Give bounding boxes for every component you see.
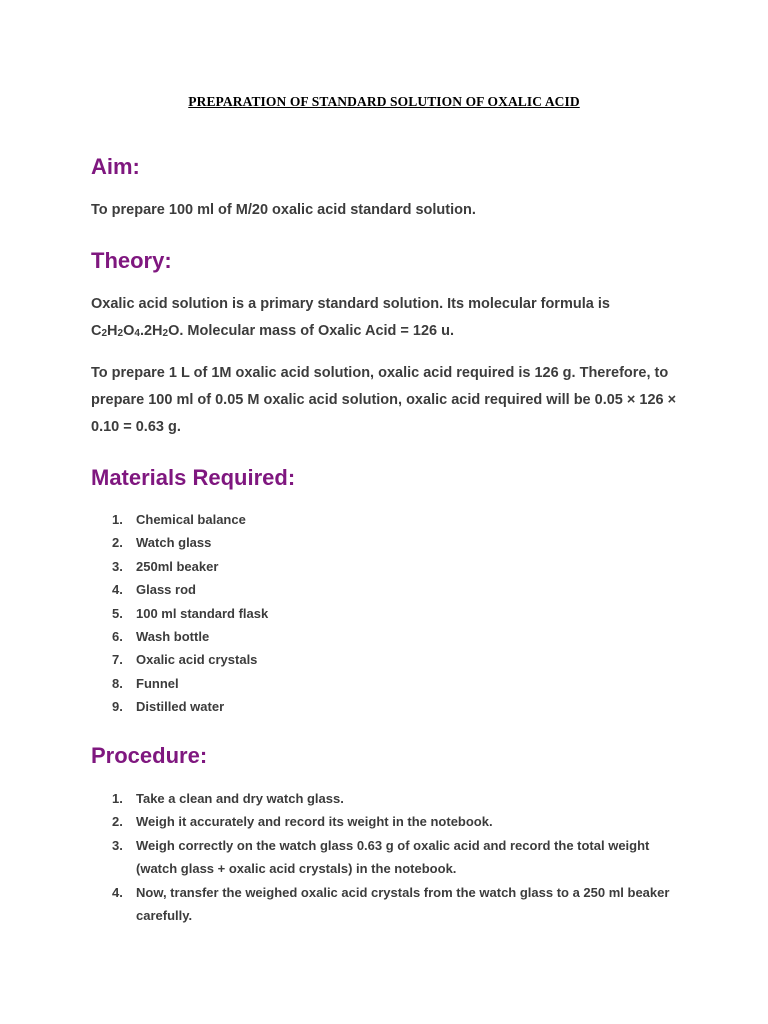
document-title: PREPARATION OF STANDARD SOLUTION OF OXALIC ACID [188, 94, 580, 109]
material-item [104, 578, 684, 601]
materials-list [104, 508, 684, 719]
material-item [104, 508, 684, 531]
list-item-text: Take a clean and dry watch glass. [136, 791, 344, 806]
material-item [104, 625, 684, 648]
list-item-text: Glass rod [136, 582, 196, 598]
list-item-number: 4. [112, 582, 123, 598]
material-item [104, 555, 684, 578]
material-item [104, 695, 684, 718]
list-item-text: Distilled water [136, 699, 225, 715]
list-item-number: 6. [112, 629, 123, 645]
list-item-number: 4. [112, 884, 123, 900]
molecular-formula: $C_2H_2O_4.2H_2O$ [91, 323, 180, 339]
procedure-heading: Procedure: [91, 743, 208, 768]
list-item-number: 1. [112, 512, 123, 527]
list-item-text: Watch glass [136, 535, 212, 551]
theory-p1-before: Oxalic acid solution is a primary standard solution. Its molecular formula is [91, 296, 610, 312]
list-item-text: Wash bottle [136, 629, 210, 645]
materials-heading: Materials Required: [91, 465, 296, 490]
theory-heading: Theory: [91, 248, 172, 273]
list-item-number: 1. [112, 791, 123, 806]
list-item-text: Chemical balance [136, 512, 246, 527]
list-item-number: 8. [112, 675, 123, 691]
list-item-text: Weigh it accurately and record its weight in the notebook. [136, 814, 493, 830]
list-item-text: Weigh correctly on the watch glass 0.63 g of oxalic acid and record the total weight (watch glass + oxalic acid crystals) in the notebook. [136, 837, 650, 877]
list-item-number: 3. [112, 558, 123, 574]
material-item [104, 672, 684, 695]
procedure-step [104, 787, 684, 810]
procedure-step [104, 834, 684, 881]
material-item [104, 531, 684, 554]
list-item-text: 250ml beaker [136, 558, 219, 574]
procedure-list [104, 787, 684, 927]
list-item-text: Oxalic acid crystals [136, 652, 258, 668]
procedure-step [104, 881, 684, 928]
list-item-text: Funnel [136, 675, 179, 691]
aim-text: To prepare 100 ml of M/20 oxalic acid standard solution. [91, 202, 476, 218]
procedure-step [104, 810, 684, 833]
theory-p1-after: . Molecular mass of Oxalic Acid = 126 u. [179, 323, 455, 339]
list-item-number: 7. [112, 652, 123, 668]
list-item-number: 2. [112, 814, 123, 830]
theory-paragraph-2: To prepare 1 L of 1M oxalic acid solution, oxalic acid required is 126 g. Therefore, to prepare 100 ml of 0.05 M oxalic acid solution, oxalic acid required will be 0.05 × 126 × 0.10 = 0.63 g. [91, 365, 677, 435]
list-item-text: 100 ml standard flask [136, 605, 269, 621]
list-item-number: 5. [112, 605, 123, 621]
material-item [104, 648, 684, 671]
material-item [104, 602, 684, 625]
list-item-text: Now, transfer the weighed oxalic acid crystals from the watch glass to a 250 ml beaker carefully. [136, 884, 670, 924]
aim-heading: Aim: [91, 154, 140, 179]
list-item-number: 2. [112, 535, 123, 551]
list-item-number: 9. [112, 699, 123, 715]
theory-paragraph-1 [91, 291, 651, 345]
list-item-number: 3. [112, 837, 123, 853]
